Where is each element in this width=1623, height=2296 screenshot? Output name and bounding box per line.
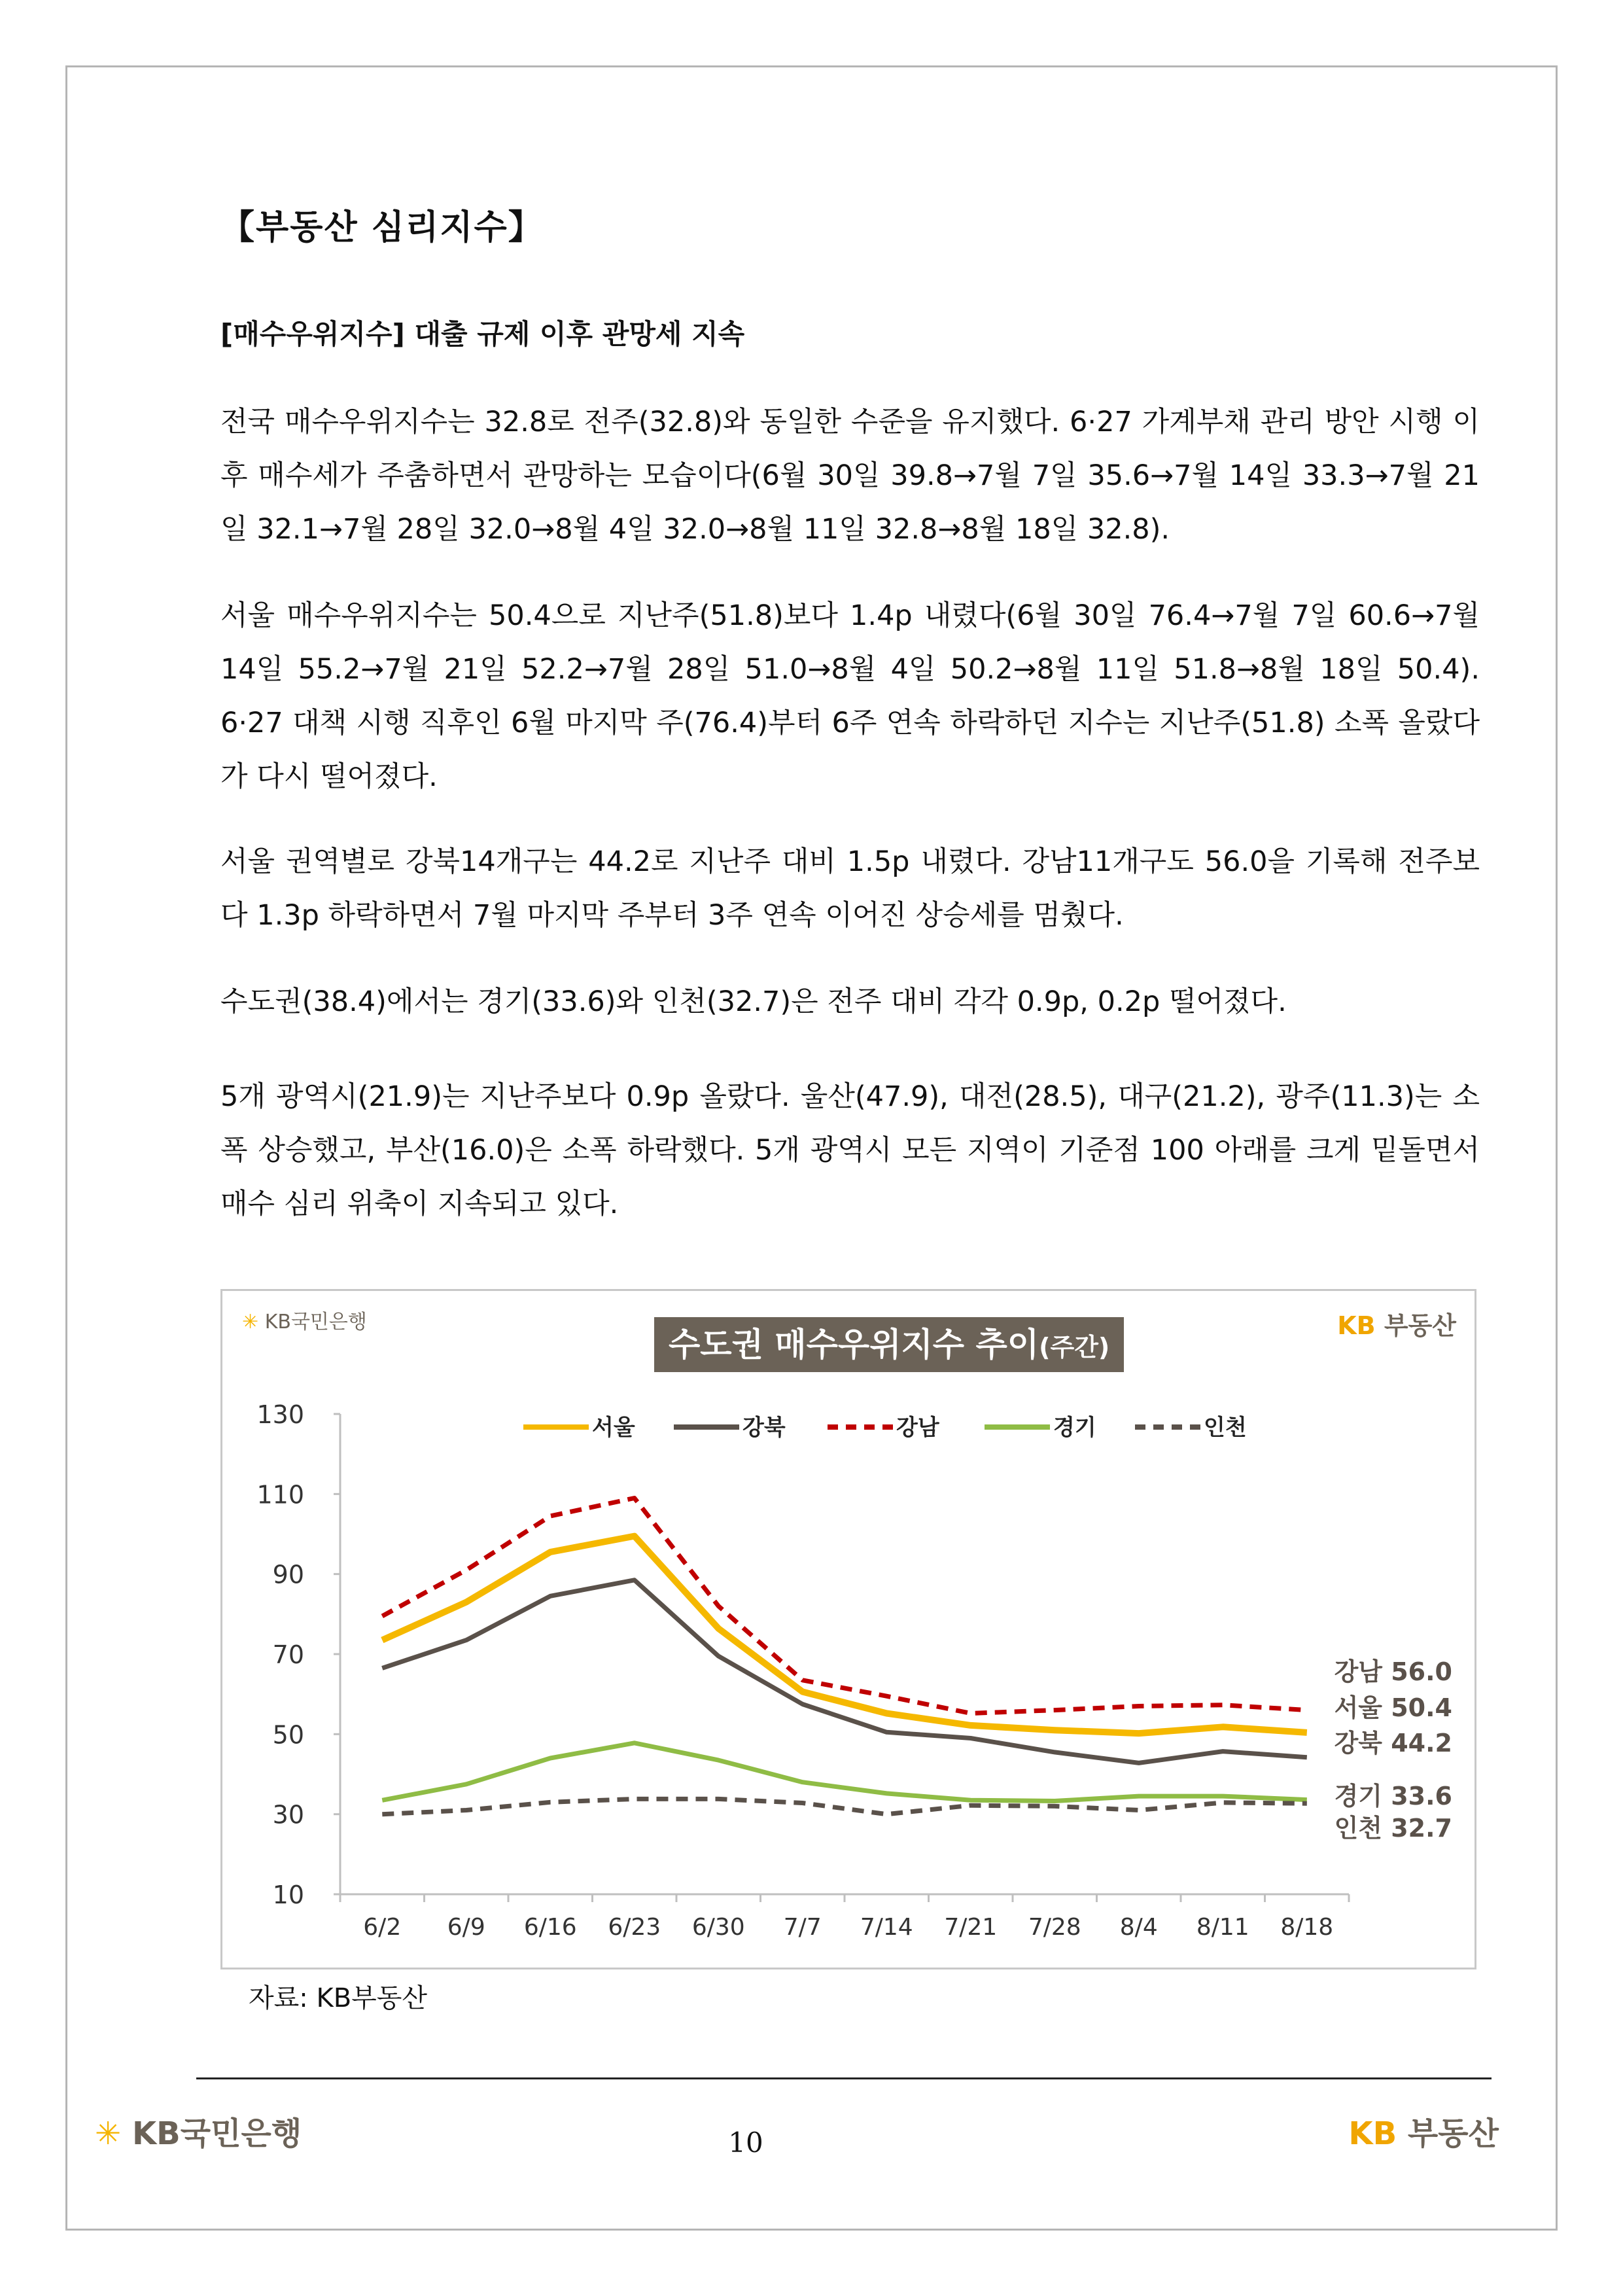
line-chart: [222, 1291, 1475, 1968]
x-tick-label: 7/14: [860, 1914, 913, 1941]
end-value-label: 인천 32.7: [1334, 1814, 1452, 1843]
series-line-강남: [382, 1498, 1307, 1714]
x-tick-label: 8/4: [1119, 1914, 1158, 1941]
x-tick-label: 6/9: [447, 1914, 485, 1941]
series-line-경기: [382, 1743, 1307, 1801]
x-tick-label: 7/7: [783, 1914, 822, 1941]
y-tick-label: 10: [272, 1881, 304, 1909]
x-tick-label: 8/18: [1280, 1914, 1334, 1941]
x-tick-label: 6/16: [523, 1914, 577, 1941]
y-tick-label: 110: [256, 1480, 304, 1510]
x-tick-label: 7/21: [944, 1914, 998, 1941]
section-title: 【부동산 심리지수】: [220, 208, 544, 247]
legend-label: 강남: [896, 1415, 939, 1441]
x-tick-label: 6/2: [363, 1914, 402, 1941]
y-tick-label: 30: [272, 1800, 304, 1829]
y-tick-label: 50: [272, 1720, 304, 1750]
footer-divider: [196, 2077, 1492, 2079]
paragraph-national: 전국 매수우위지수는 32.8로 전주(32.8)와 동일한 수준을 유지했다. 6·27 가계부채 관리 방안 시행 이후 매수세가 주춤하면서 관망하는 모습이다(6월 30일 39.8→7월 7일 35.6→7월 14일 33.3→7월 21일 32.1→7월 28일 32.0→8월 4일 32.0→8월 11일 32.8→8월 18일 32.8).: [220, 406, 1480, 546]
series-line-강북: [382, 1580, 1307, 1763]
paragraph-capital-area: 수도권(38.4)에서는 경기(33.6)와 인천(32.7)은 전주 대비 각각 0.9p, 0.2p 떨어졌다.: [220, 985, 1287, 1018]
footer-kb-bank-logo: ✳ KB국민은행: [95, 2115, 302, 2152]
x-tick-label: 7/28: [1028, 1914, 1081, 1941]
y-tick-label: 70: [272, 1640, 304, 1669]
kb-star-icon: ✳: [95, 2115, 122, 2152]
end-value-label: 강남 56.0: [1334, 1657, 1452, 1686]
end-value-label: 강북 44.2: [1334, 1729, 1452, 1757]
x-tick-label: 6/23: [608, 1914, 661, 1941]
paragraph-seoul-regions: 서울 권역별로 강북14개구는 44.2로 지난주 대비 1.5p 내렸다. 강남11개구도 56.0을 기록해 전주보다 1.3p 하락하면서 7월 마지막 주부터 3주 연속 이어진 상승세를 멈췄다.: [220, 845, 1480, 932]
chart-title: 수도권 매수우위지수 추이(주간): [654, 1317, 1124, 1372]
kb-star-icon: ✳: [242, 1311, 259, 1333]
footer-kb-realestate-logo: KB 부동산: [1348, 2115, 1499, 2152]
chart-container: [220, 1289, 1476, 1969]
kb-realestate-logo: KB 부동산: [1337, 1311, 1456, 1340]
page-number: 10: [728, 2127, 763, 2159]
series-line-서울: [382, 1536, 1307, 1734]
legend-label: 서울: [592, 1415, 635, 1441]
x-tick-label: 6/30: [691, 1914, 745, 1941]
end-value-label: 서울 50.4: [1334, 1693, 1452, 1722]
source-note: 자료: KB부동산: [249, 1983, 428, 2013]
paragraph-seoul: 서울 매수우위지수는 50.4으로 지난주(51.8)보다 1.4p 내렸다(6월 30일 76.4→7월 7일 60.6→7월 14일 55.2→7월 21일 52.2→7월 28일 51.0→8월 4일 50.2→8월 11일 51.8→8월 18일 50.4). 6·27 대책 시행 직후인 6월 마지막 주(76.4)부터 6주 연속 하락하던 지수는 지난주(51.8) 소폭 올랐다가 다시 떨어졌다.: [220, 599, 1480, 793]
legend-label: 강북: [742, 1415, 786, 1441]
series-line-인천: [382, 1799, 1307, 1814]
paragraph-metro-cities: 5개 광역시(21.9)는 지난주보다 0.9p 올랐다. 울산(47.9), 대전(28.5), 대구(21.2), 광주(11.3)는 소폭 상승했고, 부산(16.0)은 소폭 하락했다. 5개 광역시 모든 지역이 기준점 100 아래를 크게 밑돌면서 매수 심리 위축이 지속되고 있다.: [220, 1080, 1480, 1220]
x-tick-label: 8/11: [1196, 1914, 1249, 1941]
end-value-label: 경기 33.6: [1334, 1782, 1452, 1810]
legend-label: 인천: [1204, 1415, 1247, 1441]
kb-bank-logo: ✳ KB국민은행: [242, 1311, 367, 1333]
y-tick-label: 130: [256, 1400, 304, 1429]
y-tick-label: 90: [272, 1560, 304, 1589]
legend-label: 경기: [1053, 1415, 1096, 1441]
subheading: [매수우위지수] 대출 규제 이후 관망세 지속: [220, 318, 745, 350]
